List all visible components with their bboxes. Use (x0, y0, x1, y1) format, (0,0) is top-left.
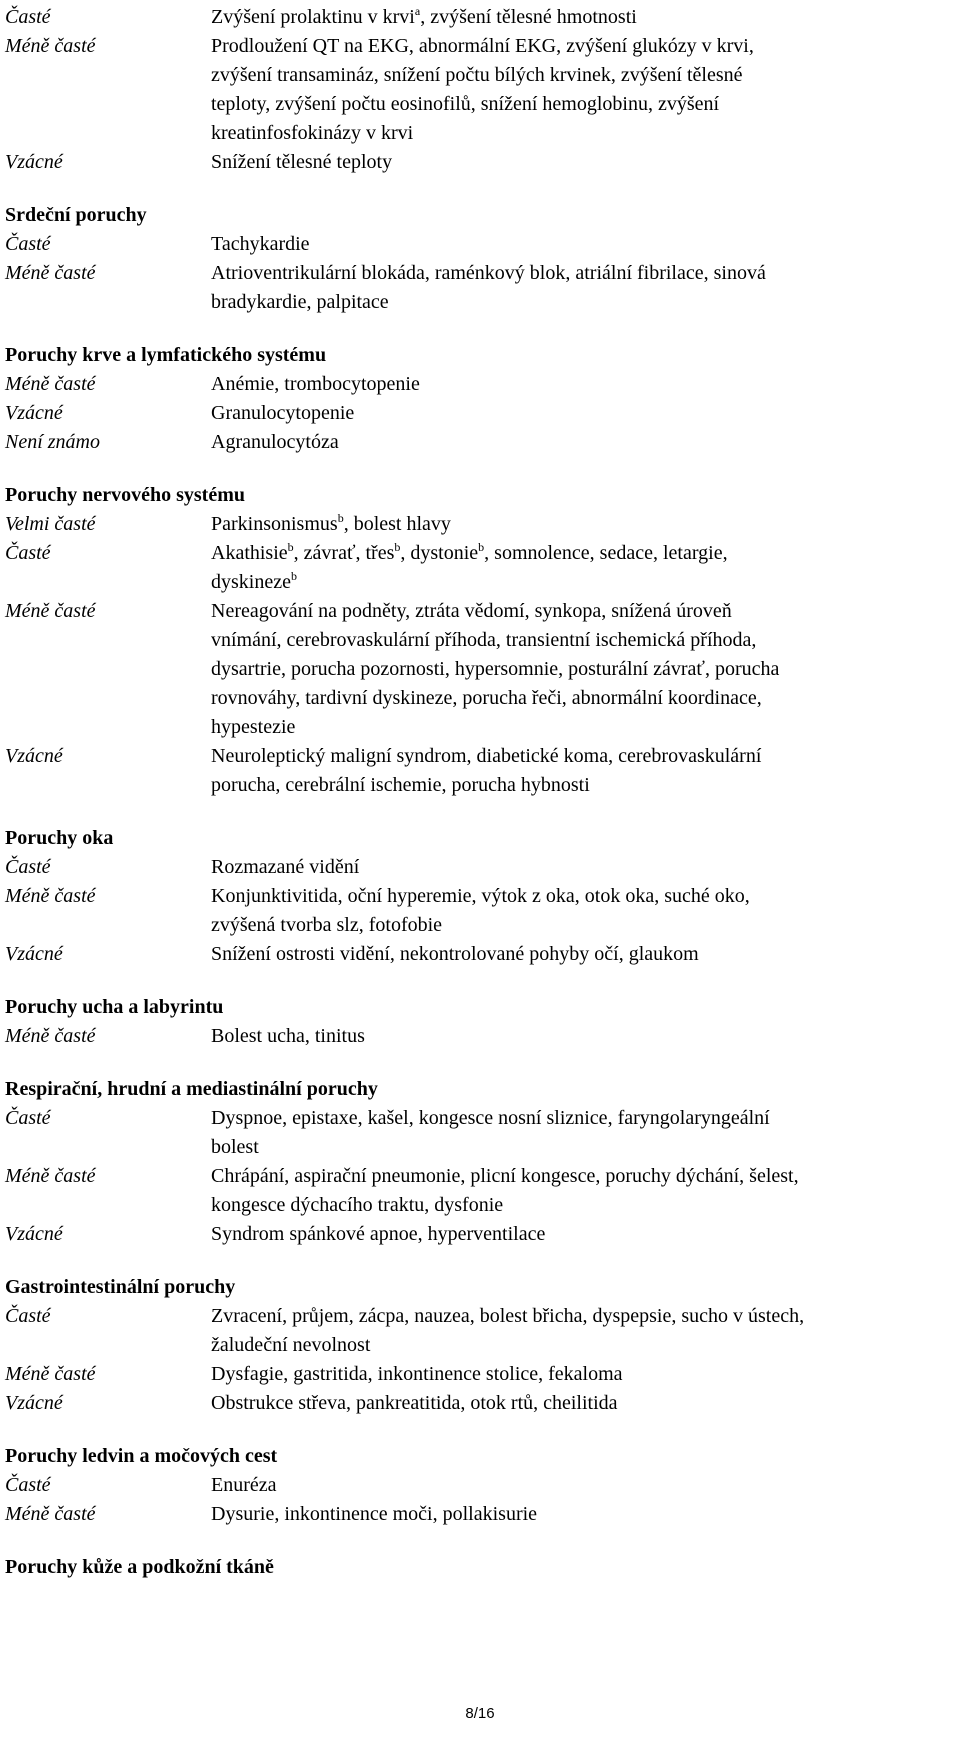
text-line (211, 882, 955, 911)
text-segment: hypestezie (211, 716, 296, 738)
text-segment: Bolest ucha, tinitus (211, 1025, 365, 1047)
frequency-row (5, 882, 955, 940)
footnote-marker: b (290, 569, 297, 583)
text-segment: dyskineze (211, 571, 291, 593)
text-line (211, 1471, 955, 1500)
frequency-label: Méně časté (5, 262, 96, 284)
text-line (211, 119, 955, 148)
adverse-effects-text (211, 1389, 955, 1418)
frequency-row (5, 1162, 955, 1220)
frequency-label: Méně časté (5, 1363, 96, 1385)
text-segment: Anémie, trombocytopenie (211, 373, 420, 395)
text-line (211, 288, 955, 317)
text-segment: Obstrukce střeva, pankreatitida, otok rtů, cheilitida (211, 1392, 618, 1414)
text-segment: žaludeční nevolnost (211, 1334, 371, 1356)
adverse-effects-text (211, 940, 955, 969)
frequency-label: Není známo (5, 431, 100, 453)
adverse-effects-text (211, 370, 955, 399)
frequency-row (5, 3, 955, 32)
section (5, 1442, 955, 1529)
text-line (211, 399, 955, 428)
text-line (211, 148, 955, 177)
text-line (211, 428, 955, 457)
text-segment: Parkinsonismus (211, 513, 338, 535)
footnote-marker: b (287, 540, 294, 554)
text-segment: zvýšená tvorba slz, fotofobie (211, 914, 443, 936)
text-line (211, 597, 955, 626)
text-segment: Agranulocytóza (211, 431, 339, 453)
text-line (211, 1191, 955, 1220)
adverse-effects-text (211, 510, 955, 539)
frequency-row (5, 428, 955, 457)
text-segment: , závrať, třes (293, 542, 395, 564)
text-line (211, 684, 955, 713)
text-line (211, 370, 955, 399)
text-segment: Konjunktivitida, oční hyperemie, výtok z oka, otok oka, suché oko, (211, 885, 750, 907)
frequency-label: Velmi časté (5, 513, 96, 535)
frequency-row (5, 1389, 955, 1418)
text-segment: Granulocytopenie (211, 402, 355, 424)
text-line (211, 568, 955, 597)
text-line (211, 32, 955, 61)
frequency-label: Vzácné (5, 1223, 63, 1245)
text-segment: Nereagování na podněty, ztráta vědomí, synkopa, snížená úroveň (211, 600, 732, 622)
text-line (211, 1104, 955, 1133)
text-line (211, 510, 955, 539)
text-segment: Atrioventrikulární blokáda, raménkový blok, atriální fibrilace, sinová (211, 262, 766, 284)
text-segment: Dyspnoe, epistaxe, kašel, kongesce nosní sliznice, faryngolaryngeální (211, 1107, 770, 1129)
frequency-row (5, 1220, 955, 1249)
text-segment: vnímání, cerebrovaskulární příhoda, transientní ischemická příhoda, (211, 629, 757, 651)
frequency-label: Vzácné (5, 745, 63, 767)
section (5, 481, 955, 800)
text-line (211, 1162, 955, 1191)
section-title: Poruchy oka (5, 827, 114, 849)
text-segment: Dysfagie, gastritida, inkontinence stolice, fekaloma (211, 1363, 623, 1385)
frequency-label: Méně časté (5, 1503, 96, 1525)
text-line (211, 911, 955, 940)
frequency-label: Vzácné (5, 402, 63, 424)
text-line (211, 853, 955, 882)
text-segment: Snížení ostrosti vidění, nekontrolované pohyby očí, glaukom (211, 943, 699, 965)
text-segment: , somnolence, sedace, letargie, (484, 542, 728, 564)
frequency-label: Časté (5, 1107, 51, 1129)
document-body (5, 3, 955, 1582)
text-segment: zvýšení transamináz, snížení počtu bílých krvinek, zvýšení tělesné (211, 64, 743, 86)
footnote-marker: b (394, 540, 401, 554)
adverse-effects-text (211, 1022, 955, 1051)
text-line (211, 259, 955, 288)
frequency-label: Časté (5, 6, 51, 28)
text-segment: bolest (211, 1136, 259, 1158)
frequency-row (5, 1302, 955, 1360)
section (5, 201, 955, 317)
frequency-row (5, 940, 955, 969)
adverse-effects-text (211, 597, 955, 742)
adverse-effects-text (211, 1500, 955, 1529)
adverse-effects-text (211, 1471, 955, 1500)
text-line (211, 742, 955, 771)
text-line (211, 3, 955, 32)
section-title: Poruchy ledvin a močových cest (5, 1445, 278, 1467)
footnote-marker: a (414, 4, 421, 18)
text-segment: Zvracení, průjem, zácpa, nauzea, bolest břicha, dyspepsie, sucho v ústech, (211, 1305, 805, 1327)
frequency-label: Časté (5, 542, 51, 564)
frequency-label: Méně časté (5, 600, 96, 622)
text-line (211, 539, 955, 568)
text-segment: , dystonie (400, 542, 479, 564)
frequency-label: Méně časté (5, 1025, 96, 1047)
adverse-effects-text (211, 539, 955, 597)
frequency-row (5, 230, 955, 259)
text-segment: dysartrie, porucha pozornosti, hypersomnie, posturální závrať, porucha (211, 658, 780, 680)
frequency-row (5, 1500, 955, 1529)
text-line (211, 1360, 955, 1389)
section (5, 341, 955, 457)
adverse-effects-text (211, 742, 955, 800)
text-segment: Rozmazané vidění (211, 856, 360, 878)
adverse-effects-text (211, 148, 955, 177)
frequency-row (5, 1360, 955, 1389)
text-segment: Syndrom spánkové apnoe, hyperventilace (211, 1223, 546, 1245)
frequency-row (5, 510, 955, 539)
frequency-row (5, 1104, 955, 1162)
adverse-effects-text (211, 1162, 955, 1220)
section-title: Poruchy ucha a labyrintu (5, 996, 224, 1018)
frequency-row (5, 399, 955, 428)
text-segment: Zvýšení prolaktinu v krvi (211, 6, 415, 28)
text-segment: bradykardie, palpitace (211, 291, 389, 313)
text-line (211, 61, 955, 90)
text-segment: Snížení tělesné teploty (211, 151, 393, 173)
adverse-effects-text (211, 1360, 955, 1389)
frequency-label: Časté (5, 1474, 51, 1496)
frequency-row (5, 742, 955, 800)
text-segment: porucha, cerebrální ischemie, porucha hybnosti (211, 774, 590, 796)
section-title: Poruchy krve a lymfatického systému (5, 344, 327, 366)
text-line (211, 713, 955, 742)
section-title: Poruchy nervového systému (5, 484, 245, 506)
section-title: Gastrointestinální poruchy (5, 1276, 236, 1298)
text-segment: kreatinfosfokinázy v krvi (211, 122, 414, 144)
adverse-effects-text (211, 32, 955, 148)
text-segment: , zvýšení tělesné hmotnosti (420, 6, 637, 28)
frequency-label: Méně časté (5, 373, 96, 395)
adverse-effects-text (211, 1302, 955, 1360)
text-line (211, 1133, 955, 1162)
section-title: Srdeční poruchy (5, 204, 147, 226)
adverse-effects-text (211, 1220, 955, 1249)
frequency-row (5, 597, 955, 742)
frequency-label: Méně časté (5, 35, 96, 57)
frequency-label: Vzácné (5, 943, 63, 965)
frequency-label: Časté (5, 856, 51, 878)
text-segment: Enuréza (211, 1474, 277, 1496)
text-line (211, 1331, 955, 1360)
text-segment: Akathisie (211, 542, 288, 564)
section (5, 1553, 955, 1582)
frequency-label: Méně časté (5, 885, 96, 907)
text-line (211, 90, 955, 119)
adverse-effects-text (211, 853, 955, 882)
frequency-row (5, 370, 955, 399)
frequency-label: Vzácné (5, 1392, 63, 1414)
text-line (211, 230, 955, 259)
text-segment: Prodloužení QT na EKG, abnormální EKG, zvýšení glukózy v krvi, (211, 35, 754, 57)
text-segment: Chrápání, aspirační pneumonie, plicní kongesce, poruchy dýchání, šelest, (211, 1165, 799, 1187)
section (5, 993, 955, 1051)
adverse-effects-text (211, 230, 955, 259)
frequency-row (5, 539, 955, 597)
text-segment: teploty, zvýšení počtu eosinofilů, snížení hemoglobinu, zvýšení (211, 93, 720, 115)
frequency-label: Časté (5, 233, 51, 255)
frequency-row (5, 1471, 955, 1500)
section (5, 824, 955, 969)
text-line (211, 1220, 955, 1249)
section (5, 1075, 955, 1249)
frequency-row (5, 259, 955, 317)
text-segment: , bolest hlavy (343, 513, 451, 535)
text-segment: Neuroleptický maligní syndrom, diabetické koma, cerebrovaskulární (211, 745, 762, 767)
frequency-label: Vzácné (5, 151, 63, 173)
frequency-row (5, 148, 955, 177)
section-title: Respirační, hrudní a mediastinální poruchy (5, 1078, 378, 1100)
section-title: Poruchy kůže a podkožní tkáně (5, 1556, 274, 1578)
frequency-label: Méně časté (5, 1165, 96, 1187)
text-line (211, 1022, 955, 1051)
text-line (211, 626, 955, 655)
text-segment: kongesce dýchacího traktu, dysfonie (211, 1194, 504, 1216)
frequency-label: Časté (5, 1305, 51, 1327)
footnote-marker: b (478, 540, 485, 554)
adverse-effects-text (211, 3, 955, 32)
text-line (211, 940, 955, 969)
section (5, 3, 955, 177)
page-number: 8/16 (465, 1705, 495, 1722)
adverse-effects-text (211, 882, 955, 940)
text-line (211, 655, 955, 684)
footnote-marker: b (337, 511, 344, 525)
frequency-row (5, 853, 955, 882)
text-segment: Tachykardie (211, 233, 310, 255)
frequency-row (5, 32, 955, 148)
frequency-row (5, 1022, 955, 1051)
text-line (211, 1389, 955, 1418)
text-segment: Dysurie, inkontinence moči, pollakisurie (211, 1503, 538, 1525)
section (5, 1273, 955, 1418)
text-segment: rovnováhy, tardivní dyskineze, porucha řeči, abnormální koordinace, (211, 687, 762, 709)
text-line (211, 1500, 955, 1529)
text-line (211, 1302, 955, 1331)
adverse-effects-text (211, 1104, 955, 1162)
adverse-effects-text (211, 259, 955, 317)
text-line (211, 771, 955, 800)
adverse-effects-text (211, 428, 955, 457)
adverse-effects-text (211, 399, 955, 428)
